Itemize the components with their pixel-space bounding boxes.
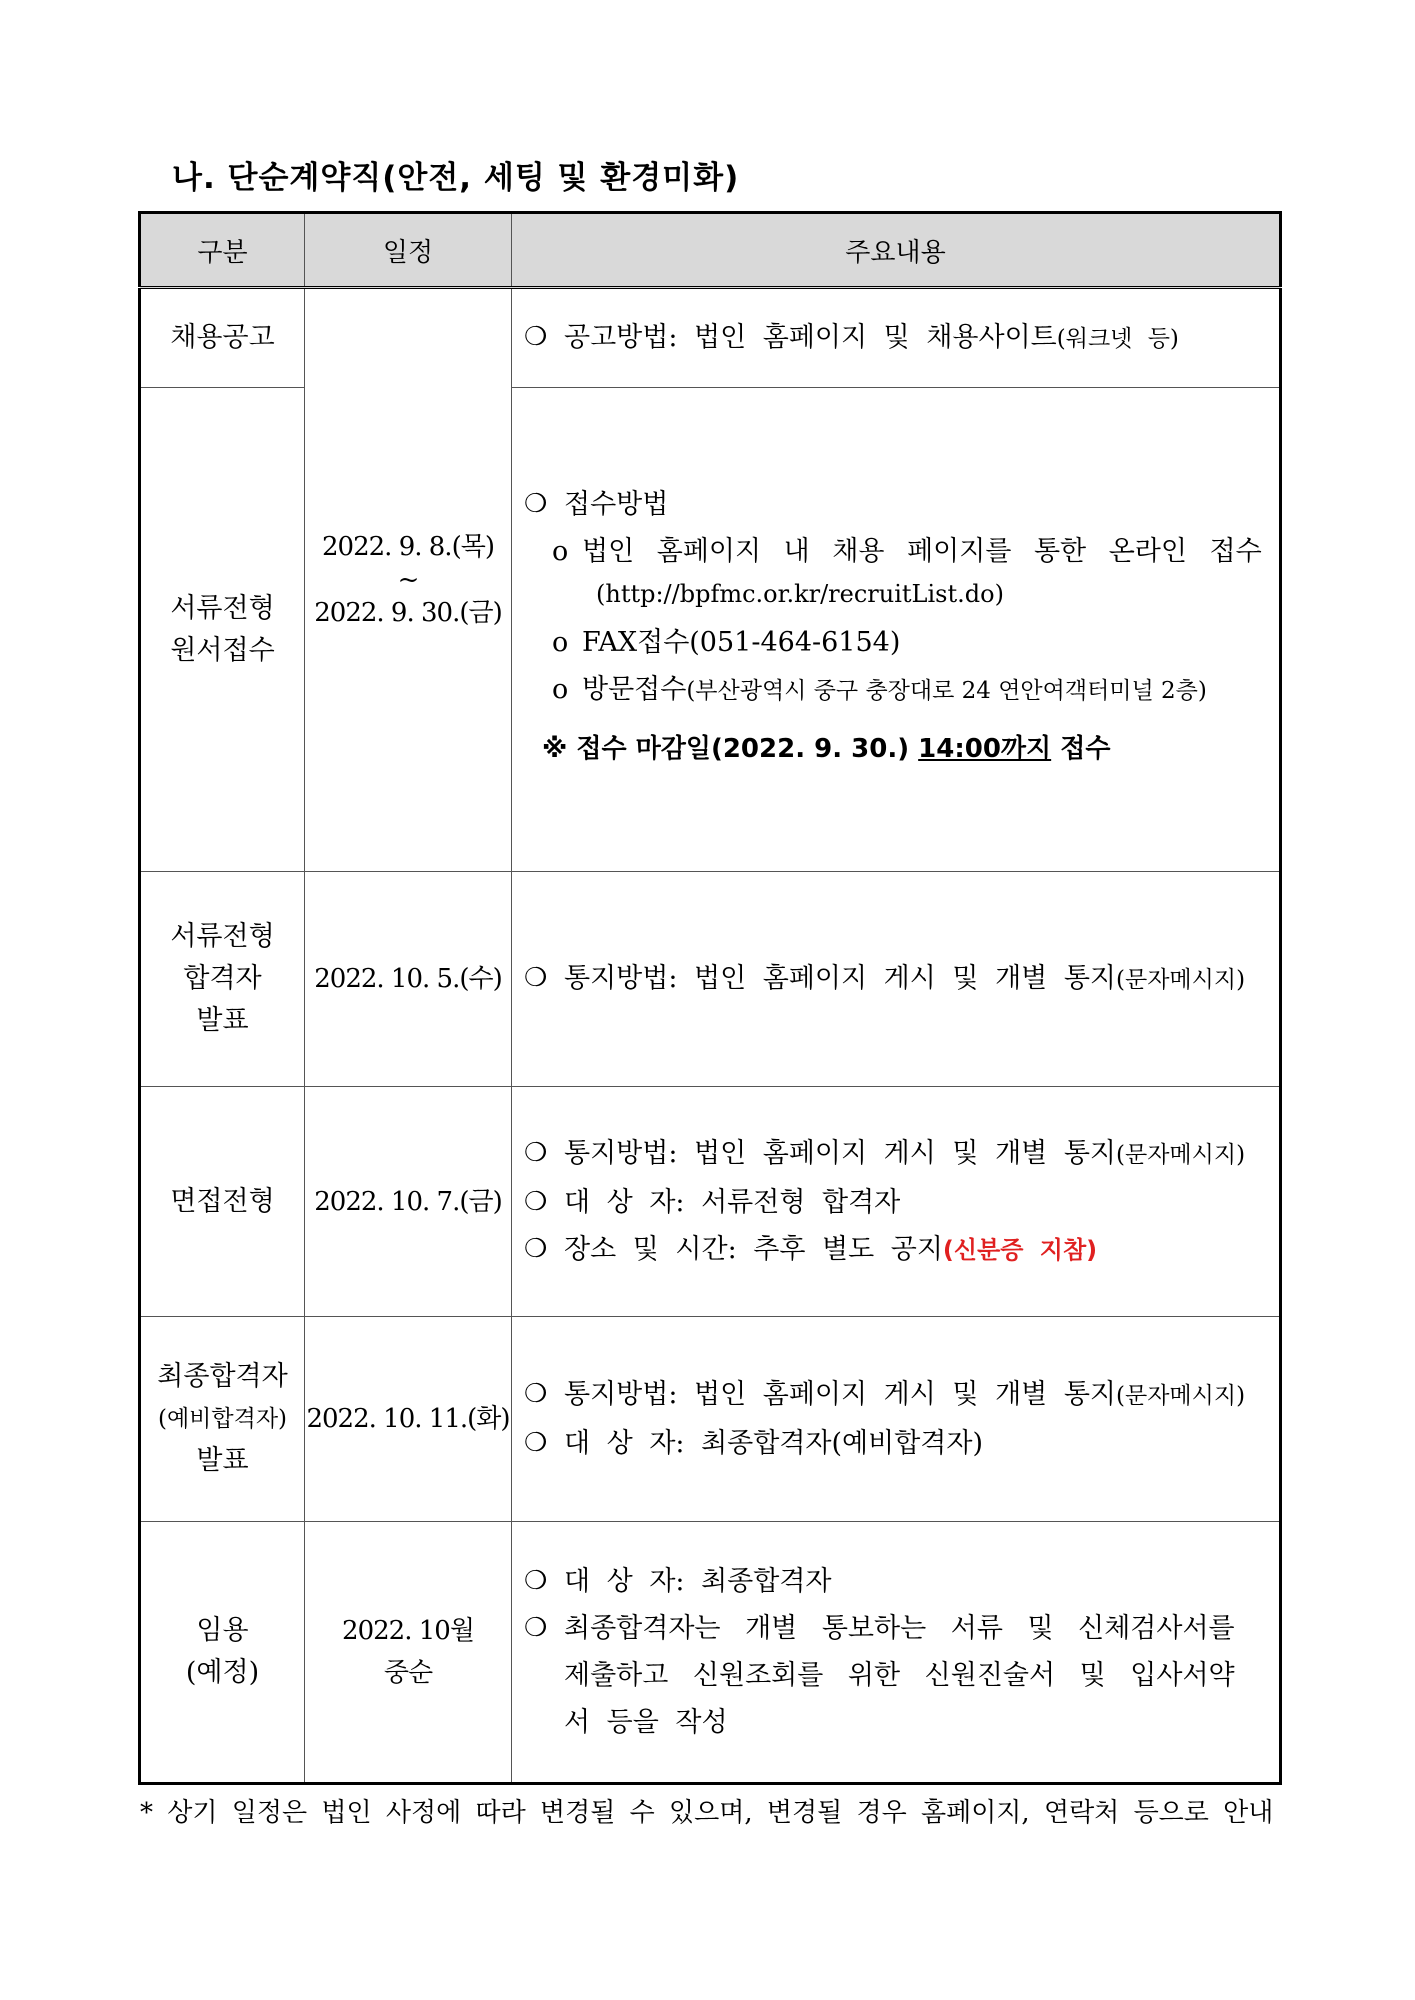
bullet-text: 대 상 자: 최종합격자(예비합격자) [564,1428,983,1459]
header-schedule: 일정 [305,213,512,288]
row-details [512,872,1281,1087]
bullet-icon: ❍ [524,488,548,519]
bullet-text: 접수방법 [564,488,669,520]
bullet-text: 제출하고 신원조회를 위한 신원진술서 및 입사서약 [564,1660,1235,1691]
row-details [512,388,1281,872]
date-text: 중순 [383,1658,433,1688]
header-category: 구분 [140,213,305,288]
bullet-icon: ❍ [524,1186,548,1217]
bullet-text: 서 등을 작성 [564,1707,728,1738]
note-text: 접수 [1051,733,1111,764]
row-date: 2022. 10. 7.(금) [305,1087,512,1317]
row-category [140,1522,305,1784]
row-category: 면접전형 [140,1087,305,1317]
sub-bullet-icon: o [552,673,569,705]
date-tilde: ~ [397,565,419,595]
bullet-text: 통지방법: 법인 홈페이지 게시 및 개별 통지 [564,962,1116,994]
bullet-icon: ❍ [524,1566,548,1596]
table-row [140,1522,1281,1784]
sub-item [524,666,1265,715]
row-category [140,288,305,388]
bullet-item [524,1371,1265,1420]
note-text: ※ 접수 마감일(2022. 9. 30.) [542,733,919,764]
category-label: 서류전형 [170,592,275,624]
date-end: 2022. 9. 30.(금) [314,598,502,628]
row-category [140,388,305,872]
bullet-icon: ❍ [524,1379,548,1409]
row-details [512,1317,1281,1522]
category-label: (예비합격자) [157,1406,288,1432]
bullet-icon: ❍ [524,962,548,993]
bullet-item [524,955,1265,1004]
row-details [512,288,1281,388]
bullet-text-small: (문자메시지) [1116,1383,1246,1409]
row-date [305,1522,512,1784]
bullet-text: 장소 및 시간: 추후 별도 공지 [564,1233,943,1265]
header-details: 주요내용 [512,213,1281,288]
row-category [140,872,305,1087]
deadline-note [524,719,1265,779]
bullet-text: 통지방법: 법인 홈페이지 게시 및 개별 통지 [564,1379,1116,1410]
bullet-text: 통지방법: 법인 홈페이지 게시 및 개별 통지 [564,1137,1116,1169]
bullet-item [524,314,1265,363]
bullet-text: 대 상 자: 최종합격자 [564,1566,832,1597]
row-category [140,1317,305,1522]
bullet-text: 공고방법: 법인 홈페이지 및 채용사이트 [564,321,1057,353]
bullet-text: 최종합격자는 개별 통보하는 서류 및 신체검사서를 [564,1613,1235,1644]
bullet-icon: ❍ [524,1613,548,1643]
bullet-text-small: (문자메시지) [1116,1141,1246,1168]
sub-item [524,619,1265,666]
table-row [140,288,1281,388]
bullet-icon: ❍ [524,1233,548,1264]
bullet-text-small: (문자메시지) [1116,966,1246,993]
category-label: 서류전형 [170,921,275,952]
category-label: 원서접수 [170,634,275,666]
bullet-icon: ❍ [524,321,548,352]
sub-text-small: (부산광역시 중구 충장대로 24 연안여객터미널 2층) [686,677,1207,704]
bullet-item [524,1130,1265,1179]
footer-note: * 상기 일정은 법인 사정에 따라 변경될 수 있으며, 변경될 경우 홈페이지, 연락처 등으로 안내 [140,1798,1274,1828]
bullet-icon: ❍ [524,1137,548,1168]
bullet-icon: ❍ [524,1428,548,1458]
section-heading: 나. 단순계약직(안전, 세팅 및 환경미화) [172,160,740,196]
category-label: (예정) [185,1657,260,1688]
sub-item [524,528,1265,575]
bullet-text: 대 상 자: 서류전형 합격자 [564,1186,901,1218]
category-label: 최종합격자 [157,1361,288,1392]
bullet-item [524,481,1265,528]
table-row [140,1087,1281,1317]
row-details [512,1522,1281,1784]
date-start: 2022. 9. 8.(목) [322,532,494,562]
bullet-item [524,1226,1265,1274]
sub-text: 법인 홈페이지 내 채용 페이지를 통한 온라인 접수 [582,535,1262,567]
recruitment-schedule-table [138,211,1282,1785]
date-text: 2022. 10월 [342,1616,474,1646]
category-label: 발표 [196,1005,249,1036]
table-header-row [140,213,1281,288]
bullet-text-small: (워크넷 등) [1056,325,1179,352]
bullet-item [524,1179,1265,1226]
sub-bullet-icon: o [552,535,569,567]
row-date [305,288,512,872]
bullet-item [524,1420,1265,1467]
row-date: 2022. 10. 11.(화) [305,1317,512,1522]
sub-text: FAX접수(051-464-6154) [582,626,901,658]
category-label: 임용 [196,1615,249,1646]
category-label: 채용공고 [170,322,275,353]
application-url: (http://bpfmc.or.kr/recruitList.do) [596,579,1004,608]
category-label: 합격자 [183,963,262,994]
row-details [512,1087,1281,1317]
category-label: 발표 [196,1445,249,1476]
note-deadline: 14:00까지 [918,733,1052,764]
row-date: 2022. 10. 5.(수) [305,872,512,1087]
table-row [140,1317,1281,1522]
table-row [140,872,1281,1087]
sub-bullet-icon: o [552,626,569,658]
bullet-item [524,1558,1265,1605]
sub-text: 방문접수 [582,673,687,705]
id-required-note: (신분증 지참) [942,1235,1098,1264]
bullet-item [524,1605,1265,1746]
